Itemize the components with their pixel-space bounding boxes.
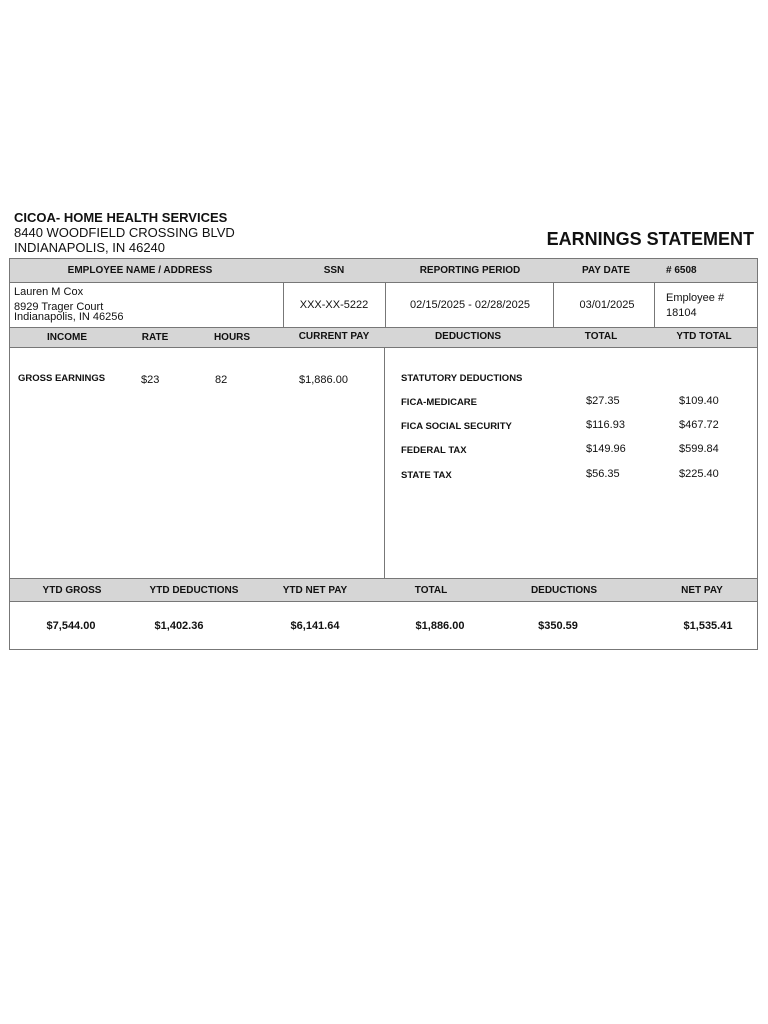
deductions-value: $350.59	[538, 620, 578, 632]
deduction-ytd: $599.84	[679, 443, 719, 455]
deduction-ytd: $225.40	[679, 468, 719, 480]
deduction-total: $56.35	[586, 468, 620, 480]
deduction-ytd: $109.40	[679, 395, 719, 407]
income-hours: 82	[215, 374, 228, 386]
deduction-total: $116.93	[586, 419, 625, 431]
summary-header: TOTAL	[414, 585, 448, 596]
statement-number: # 6508	[666, 265, 697, 276]
header-employee-name: EMPLOYEE NAME / ADDRESS	[67, 265, 213, 276]
income-label: GROSS EARNINGS	[18, 373, 106, 384]
employee-number-label: Employee #	[666, 292, 725, 304]
header-ssn: SSN	[323, 265, 345, 276]
summary-header: NET PAY	[681, 585, 723, 596]
employee-address-line2: Indianapolis, IN 46256	[14, 311, 124, 323]
company-address-line1: 8440 WOODFIELD CROSSING BLVD	[14, 225, 235, 240]
deduction-label: FICA SOCIAL SECURITY	[401, 421, 512, 432]
company-address-line2: INDIANAPOLIS, IN 46240	[14, 240, 166, 255]
deduction-ytd: $467.72	[679, 419, 719, 431]
deduction-label: FEDERAL TAX	[401, 445, 467, 456]
income-header-row	[9, 327, 758, 348]
header-income: INCOME	[47, 332, 87, 343]
deduction-label: STATE TAX	[401, 470, 452, 481]
divider	[384, 347, 385, 578]
divider	[553, 283, 554, 327]
summary-header-row	[9, 578, 758, 602]
header-rate: RATE	[141, 332, 169, 343]
ytd-net-pay-value: $6,141.64	[290, 620, 340, 632]
header-hours: HOURS	[213, 332, 251, 343]
deductions-section-label: STATUTORY DEDUCTIONS	[401, 373, 523, 384]
header-total: TOTAL	[584, 331, 618, 342]
income-rate: $23	[141, 374, 160, 386]
company-name: CICOA- HOME HEALTH SERVICES	[14, 210, 228, 225]
employee-address-line1: 8929 Trager Court	[14, 301, 104, 313]
divider	[385, 283, 386, 327]
employee-number-value: 18104	[666, 307, 697, 319]
pay-date-value: 03/01/2025	[579, 299, 635, 311]
ytd-gross-value: $7,544.00	[46, 620, 96, 632]
net-pay-value: $1,535.41	[683, 620, 733, 632]
header-ytd-total: YTD TOTAL	[676, 331, 732, 342]
total-value: $1,886.00	[415, 620, 465, 632]
summary-header: YTD DEDUCTIONS	[149, 585, 239, 596]
summary-header: DEDUCTIONS	[530, 585, 598, 596]
reporting-period-value: 02/15/2025 - 02/28/2025	[410, 299, 530, 311]
header-reporting-period: REPORTING PERIOD	[419, 265, 521, 276]
summary-header: YTD NET PAY	[282, 585, 348, 596]
header-deductions: DEDUCTIONS	[434, 331, 502, 342]
header-current-pay: CURRENT PAY	[298, 331, 370, 342]
income-current-pay: $1,886.00	[299, 374, 348, 386]
deduction-total: $149.96	[586, 443, 626, 455]
summary-values-row	[9, 601, 758, 650]
deduction-total: $27.35	[586, 395, 620, 407]
divider	[283, 283, 284, 327]
employee-name: Lauren M Cox	[14, 286, 84, 298]
header-pay-date: PAY DATE	[582, 265, 630, 276]
deduction-label: FICA-MEDICARE	[401, 397, 477, 408]
divider	[654, 283, 655, 327]
ytd-deductions-value: $1,402.36	[154, 620, 204, 632]
summary-header: YTD GROSS	[42, 585, 102, 596]
document-title: EARNINGS STATEMENT	[546, 229, 754, 249]
ssn-value: XXX-XX-5222	[299, 299, 369, 311]
